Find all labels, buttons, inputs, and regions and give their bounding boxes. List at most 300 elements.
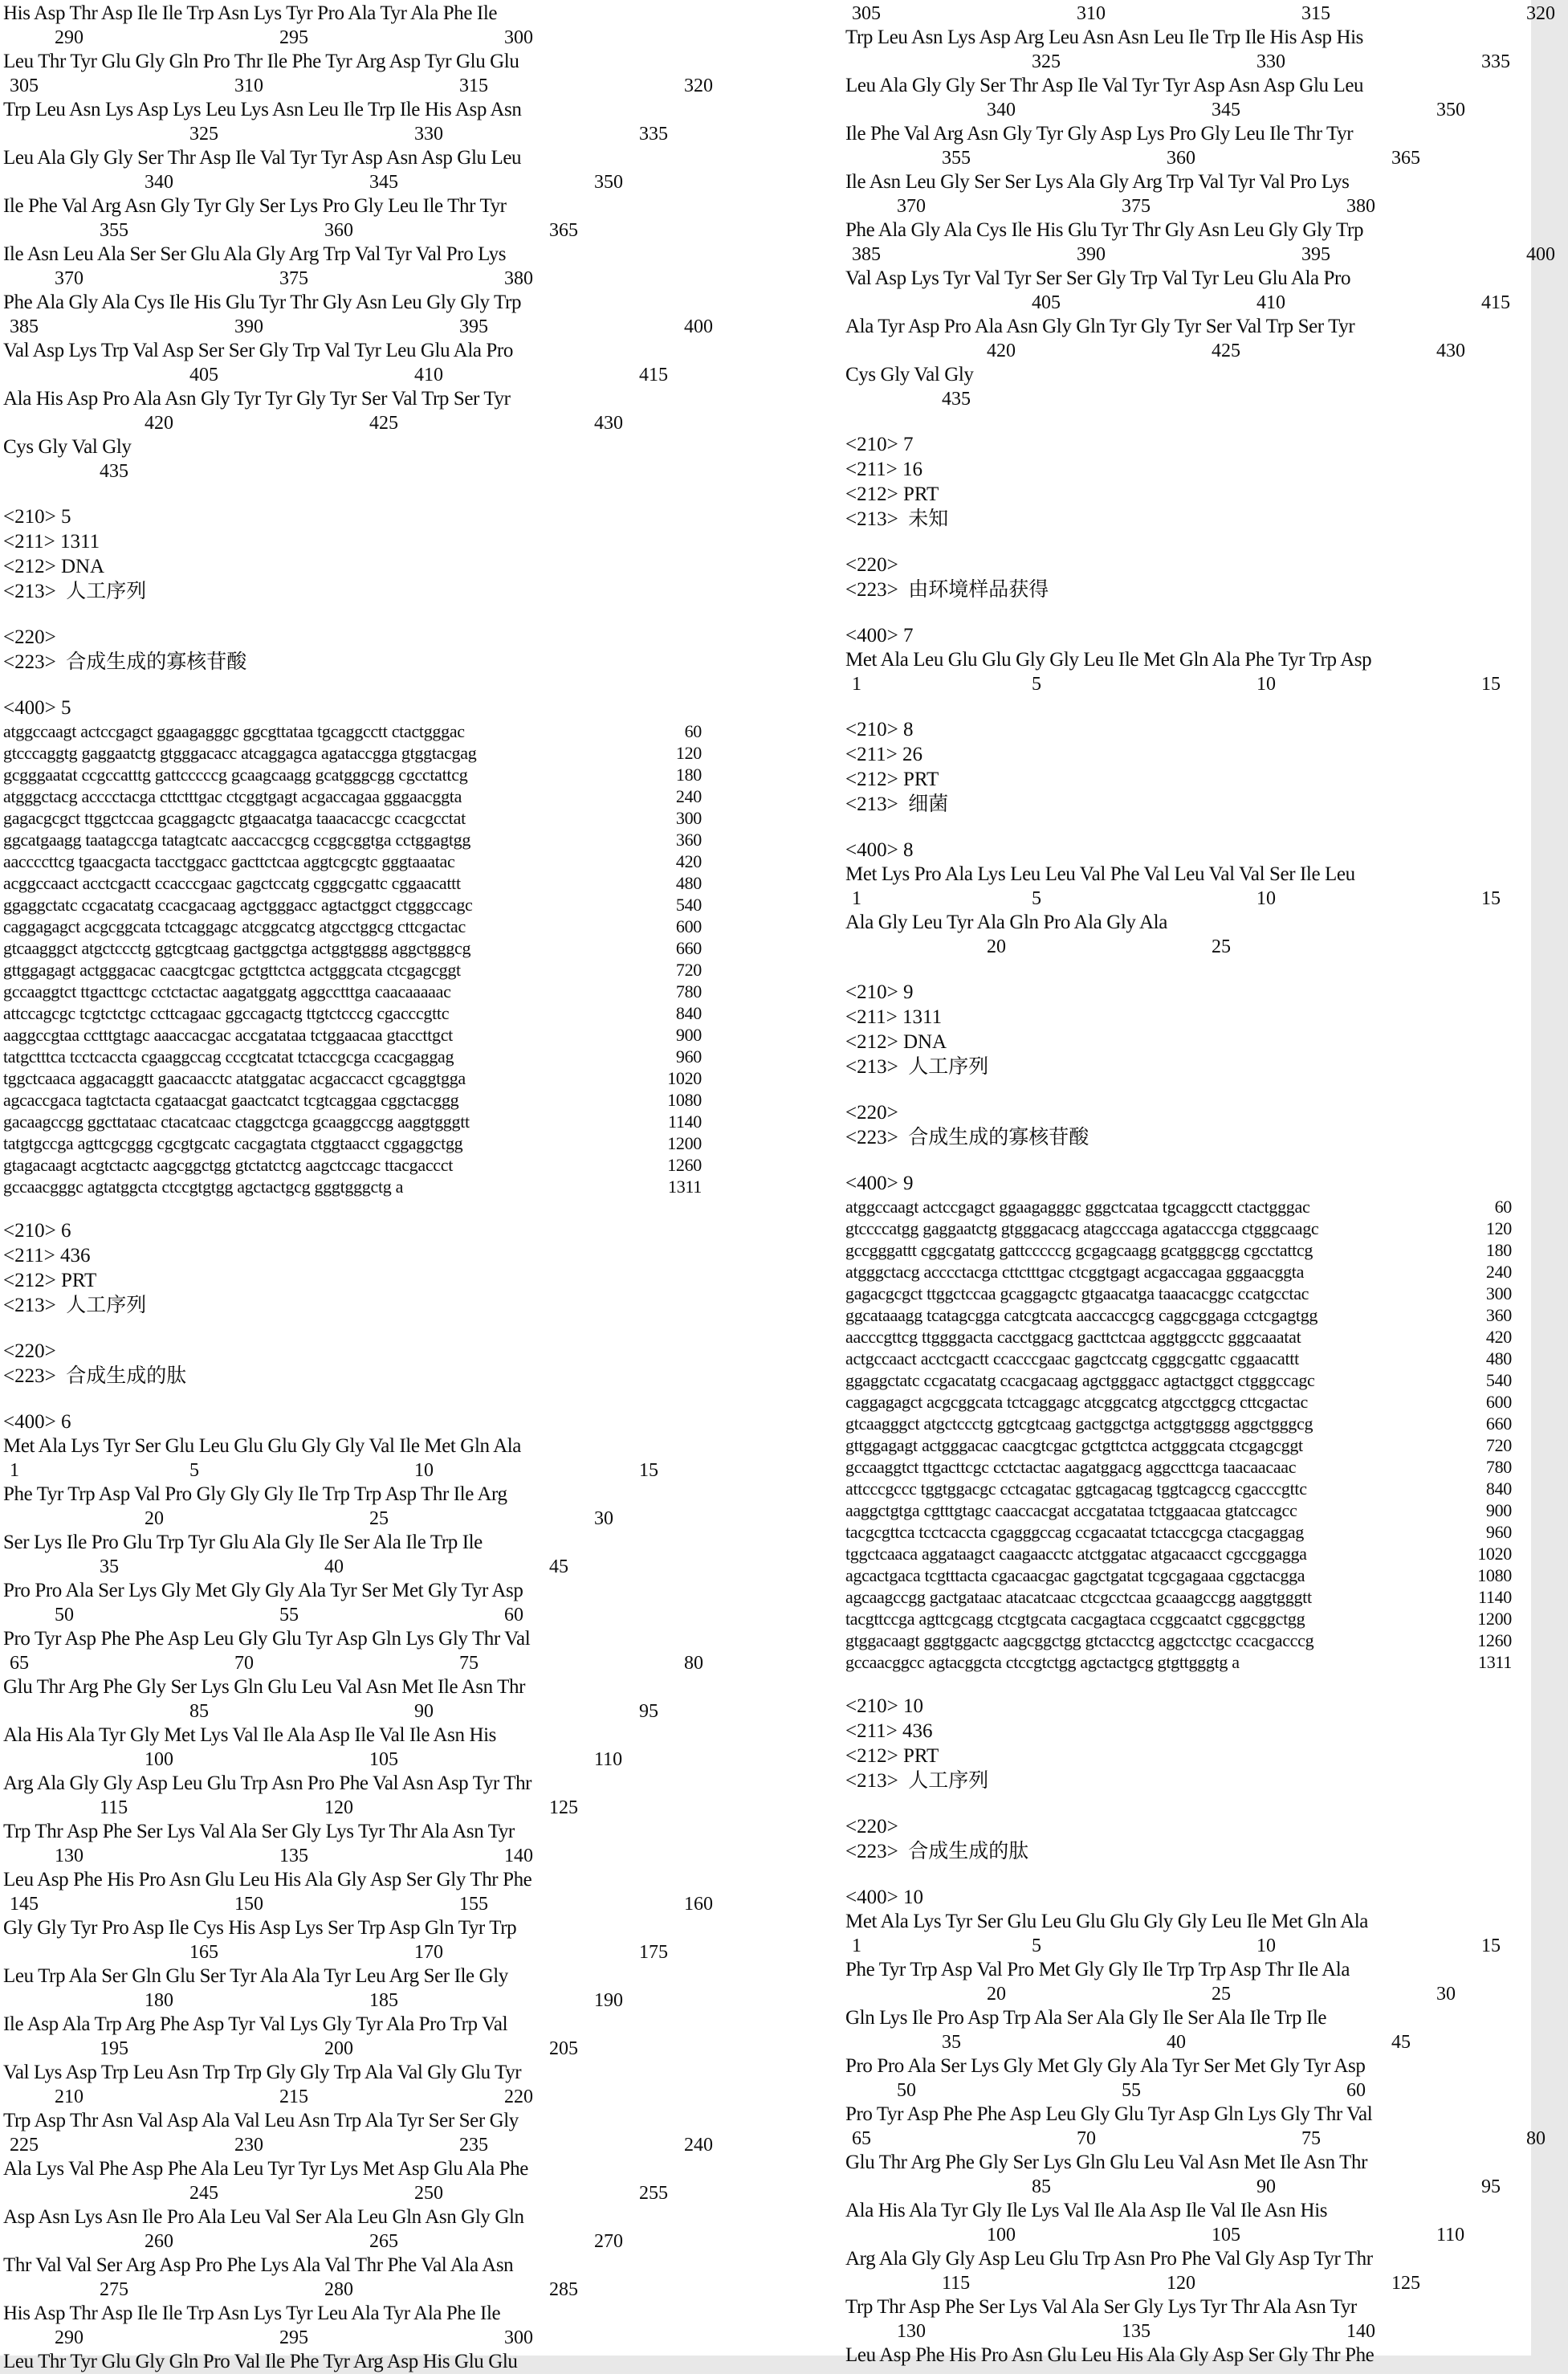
position-number: 200 — [324, 2038, 353, 2059]
numeric-identifier-row: <220> — [3, 1340, 56, 1362]
position-number-row — [3, 1989, 726, 2013]
residue-row: His Asp Thr Asp Ile Ile Trp Asn Lys Tyr Leu Ala Tyr Ala Phe Ile — [3, 2303, 501, 2324]
position-number-row — [3, 411, 726, 435]
numeric-identifier-row: <220> — [845, 554, 898, 576]
position-number: 345 — [1212, 100, 1240, 120]
position-number-row — [845, 1934, 1568, 1958]
numeric-identifier-row: <400> 5 — [3, 697, 71, 719]
position-number: 290 — [55, 27, 83, 48]
numeric-identifier-row: <223> 合成生成的肽 — [3, 1365, 187, 1387]
position-number: 165 — [189, 1942, 218, 1963]
position-number: 15 — [1481, 1936, 1501, 1956]
position-number: 10 — [1256, 888, 1276, 909]
residue-row: Leu Ala Gly Gly Ser Thr Asp Ile Val Tyr Tyr Asp Asn Asp Glu Leu — [3, 147, 522, 169]
nucleotide-row — [3, 937, 726, 959]
position-number-row — [845, 387, 1568, 411]
residue-row: Ala Lys Val Phe Asp Phe Ala Leu Tyr Tyr Lys Met Asp Glu Ala Phe — [3, 2158, 528, 2180]
nucleotide-text: gagacgcgct ttggctccaa gcaggagctc gtgaacatga taaacacggc ccatgcctac — [845, 1283, 1309, 1303]
numeric-identifier-row: <220> — [845, 1816, 898, 1838]
nucleotide-row — [845, 1478, 1568, 1499]
nucleotide-row — [3, 916, 726, 937]
blank-line — [845, 817, 1568, 838]
position-number: 370 — [55, 268, 83, 289]
nucleotide-row — [3, 981, 726, 1002]
position-number-row — [845, 98, 1568, 122]
nucleotide-row — [845, 1608, 1568, 1630]
residue-row: Cys Gly Val Gly — [3, 436, 132, 458]
residue-row: Trp Asp Thr Asn Val Asp Ala Val Leu Asn Trp Ala Tyr Ser Ser Gly — [3, 2110, 519, 2131]
position-number: 5 — [1032, 674, 1041, 695]
position-number-row — [3, 1603, 726, 1627]
position-number: 120 — [1167, 2273, 1195, 2294]
residue-row: Ser Lys Ile Pro Glu Trp Tyr Glu Ala Gly Ile Ser Ala Ile Trp Ile — [3, 1532, 483, 1553]
position-number: 120 — [324, 1797, 353, 1818]
position-number-row — [3, 2326, 726, 2350]
position-number: 340 — [145, 172, 173, 193]
blank-line — [845, 532, 1568, 553]
position-number: 385 — [852, 244, 881, 265]
numeric-identifier-row: <400> 9 — [845, 1173, 914, 1194]
position-number: 360 — [324, 220, 353, 241]
blank-line — [845, 1150, 1568, 1171]
base-count: 1020 — [1477, 1544, 1512, 1564]
residue-row: Leu Asp Phe His Pro Asn Glu Leu His Ala Gly Asp Ser Gly Thr Phe — [845, 2344, 1375, 2366]
residue-row: Pro Tyr Asp Phe Phe Asp Leu Gly Glu Tyr Asp Gln Lys Gly Thr Val — [3, 1628, 531, 1650]
numeric-identifier-row: <211> 436 — [845, 1720, 933, 1742]
numeric-identifier-row: <400> 6 — [3, 1411, 71, 1433]
position-number-row — [3, 1555, 726, 1579]
nucleotide-text: actgccaact acctcgactt ccacccgaac gagctccatg cgggcgattc cggaacattt — [845, 1348, 1299, 1369]
position-number: 10 — [414, 1460, 434, 1481]
position-number: 285 — [549, 2279, 578, 2300]
position-number: 255 — [639, 2183, 668, 2204]
position-number: 70 — [234, 1653, 254, 1674]
position-number: 355 — [942, 148, 971, 169]
residue-row: Gln Lys Ile Pro Asp Trp Ala Ser Ala Gly Ile Ser Ala Ile Trp Ile — [845, 2007, 1327, 2029]
residue-row: Trp Leu Asn Lys Asp Lys Leu Lys Asn Leu Ile Trp Ile His Asp Asn — [3, 99, 522, 120]
nucleotide-text: aaccccttcg tgaacgacta tacctggacc gacttctcaa aggtcgcgtc gggtaaatac — [3, 851, 455, 871]
base-count: 960 — [1485, 1522, 1512, 1542]
position-number: 225 — [10, 2135, 39, 2156]
position-number: 25 — [1212, 1984, 1231, 2005]
position-number-row — [3, 2085, 726, 2109]
numeric-identifier-row: <212> PRT — [845, 483, 939, 505]
nucleotide-row — [3, 1111, 726, 1132]
blank-line — [845, 959, 1568, 980]
position-number: 25 — [369, 1508, 389, 1529]
nucleotide-text: agcaagccgg gactgataac atacatcaac ctcgcctcaa gcaaagccgg aaggtgggtt — [845, 1587, 1312, 1607]
position-number: 65 — [10, 1653, 29, 1674]
position-number-row — [3, 1507, 726, 1531]
position-number: 355 — [100, 220, 128, 241]
residue-row: Leu Thr Tyr Glu Gly Gln Pro Val Ile Phe Tyr Arg Asp His Glu Glu — [3, 2351, 518, 2372]
residue-row: Phe Ala Gly Ala Cys Ile His Glu Tyr Thr Gly Asn Leu Gly Gly Trp — [845, 219, 1364, 241]
position-number: 5 — [1032, 888, 1041, 909]
position-number: 245 — [189, 2183, 218, 2204]
position-number: 270 — [594, 2231, 623, 2252]
residue-row: Trp Thr Asp Phe Ser Lys Val Ala Ser Gly Lys Tyr Thr Ala Asn Tyr — [3, 1821, 515, 1842]
position-number: 370 — [897, 196, 926, 217]
nucleotide-text: tatgctttca tcctcaccta cgaaggccag cccgtcatat tctaccgcga ccacgaggag — [3, 1046, 454, 1067]
position-number: 385 — [10, 316, 39, 337]
position-number: 305 — [10, 75, 39, 96]
position-number: 295 — [279, 2327, 308, 2348]
position-number: 100 — [145, 1749, 173, 1770]
numeric-identifier-row: <211> 1311 — [845, 1006, 943, 1028]
base-count: 840 — [675, 1003, 702, 1023]
nucleotide-text: gtagacaagt acgtctactc aagcggctgg gtctatctcg aagctccagc ttacgaccct — [3, 1155, 454, 1175]
numeric-identifier-row: <220> — [845, 1102, 898, 1124]
nucleotide-text: attcccgccc tggtggacgc cctcagatac ggtcagacag tggtcagccg cgacccgttc — [845, 1479, 1307, 1499]
position-number: 435 — [100, 461, 128, 482]
position-number: 415 — [639, 365, 668, 385]
position-number: 315 — [459, 75, 488, 96]
nucleotide-row — [845, 1651, 1568, 1673]
position-number: 360 — [1167, 148, 1195, 169]
position-number-row — [3, 267, 726, 291]
position-number-row — [845, 1982, 1568, 2006]
position-number: 400 — [684, 316, 713, 337]
nucleotide-text: tatgtgccga agttcgcggg cgcgtgcatc cacgagtata ctggtaacct cggaggctgg — [3, 1133, 463, 1153]
nucleotide-text: gtcaagggct atgctccctg ggtcgtcaag gactggctga actggtgggg aggctgggcg — [3, 938, 471, 958]
position-number-row — [845, 2319, 1568, 2343]
base-count: 360 — [1485, 1305, 1512, 1325]
position-number: 80 — [684, 1653, 703, 1674]
base-count: 1140 — [668, 1112, 702, 1132]
nucleotide-text: gacaagccgg ggcttataac ctacatcaac ctaggctcga gcaaggccgg aaggtgggtt — [3, 1112, 470, 1132]
base-count: 1080 — [1477, 1565, 1512, 1585]
nucleotide-row — [3, 1002, 726, 1024]
residue-row: Met Ala Lys Tyr Ser Glu Leu Glu Glu Gly Gly Val Ile Met Gln Ala — [3, 1435, 521, 1457]
nucleotide-row — [845, 1196, 1568, 1218]
nucleotide-row — [3, 829, 726, 850]
position-number: 150 — [234, 1894, 263, 1915]
position-number-row — [3, 122, 726, 146]
position-number: 45 — [1391, 2032, 1411, 2053]
nucleotide-text: ggcatgaagg taatagccga tatagtcatc aaccaccgcg ccggcggtga cctggagtgg — [3, 830, 471, 850]
position-number-row — [845, 887, 1568, 911]
position-number: 390 — [1077, 244, 1106, 265]
position-number: 330 — [1256, 51, 1285, 72]
position-number: 265 — [369, 2231, 398, 2252]
numeric-identifier-row: <223> 合成生成的寡核苷酸 — [3, 651, 247, 673]
blank-line — [3, 1318, 726, 1339]
residue-row: Phe Tyr Trp Asp Val Pro Met Gly Gly Ile Trp Trp Asp Thr Ile Ala — [845, 1959, 1350, 1980]
base-count: 1260 — [1477, 1630, 1512, 1650]
blank-line — [845, 1079, 1568, 1100]
position-number: 1 — [852, 674, 861, 695]
nucleotide-row — [845, 1521, 1568, 1543]
nucleotide-row — [3, 1154, 726, 1176]
position-number: 75 — [459, 1653, 479, 1674]
position-number: 425 — [1212, 341, 1240, 361]
nucleotide-text: agcaccgaca tagtctacta cgataacgat gaactcatct tcgtcaggaa cggctacggg — [3, 1090, 459, 1110]
numeric-identifier-row: <212> PRT — [845, 769, 939, 790]
nucleotide-text: gccaacggcc agtacggcta ctccgtctgg agctactgcg gtgttgggtg a — [845, 1652, 1240, 1672]
position-number: 395 — [459, 316, 488, 337]
residue-row: Ile Phe Val Arg Asn Gly Tyr Gly Ser Lys Pro Gly Leu Ile Thr Tyr — [3, 195, 507, 217]
residue-row: Val Asp Lys Trp Val Asp Ser Ser Gly Trp Val Tyr Leu Glu Ala Pro — [3, 340, 513, 361]
numeric-identifier-row: <220> — [3, 626, 56, 648]
residue-row: Ala His Ala Tyr Gly Ile Lys Val Ile Ala Asp Ile Val Ile Asn His — [845, 2200, 1328, 2221]
base-count: 780 — [675, 981, 702, 1001]
base-count: 900 — [1485, 1500, 1512, 1520]
base-count: 240 — [1485, 1262, 1512, 1282]
numeric-identifier-row: <212> DNA — [845, 1031, 947, 1053]
position-number: 10 — [1256, 1936, 1276, 1956]
sequence-column-right — [845, 2, 1568, 2368]
residue-row: Phe Ala Gly Ala Cys Ile His Glu Tyr Thr Gly Asn Leu Gly Gly Trp — [3, 292, 522, 313]
position-number: 5 — [1032, 1936, 1041, 1956]
residue-row: His Asp Thr Asp Ile Ile Trp Asn Lys Tyr Pro Ala Tyr Ala Phe Ile — [3, 2, 498, 24]
nucleotide-row — [845, 1630, 1568, 1651]
position-number: 105 — [369, 1749, 398, 1770]
residue-row: Val Asp Lys Tyr Val Tyr Ser Ser Gly Trp Val Tyr Leu Glu Ala Pro — [845, 267, 1351, 289]
position-number: 390 — [234, 316, 263, 337]
position-number-row — [845, 339, 1568, 363]
position-number: 50 — [55, 1605, 74, 1625]
numeric-identifier-row: <211> 16 — [845, 459, 923, 480]
residue-row: Leu Asp Phe His Pro Asn Glu Leu His Ala Gly Asp Ser Gly Thr Phe — [3, 1869, 532, 1891]
residue-row: Ala His Asp Pro Ala Asn Gly Tyr Tyr Gly Tyr Ser Val Trp Ser Tyr — [3, 388, 511, 410]
base-count: 660 — [1485, 1413, 1512, 1434]
nucleotide-row — [845, 1283, 1568, 1304]
nucleotide-row — [845, 1413, 1568, 1434]
numeric-identifier-row: <210> 6 — [3, 1220, 71, 1242]
numeric-identifier-row: <223> 合成生成的寡核苷酸 — [845, 1127, 1089, 1148]
nucleotide-row — [3, 742, 726, 764]
nucleotide-row — [845, 1499, 1568, 1521]
position-number: 20 — [987, 936, 1006, 957]
position-number: 175 — [639, 1942, 668, 1963]
position-number-row — [3, 2278, 726, 2302]
position-number: 85 — [1032, 2176, 1051, 2197]
nucleotide-text: agcactgaca tcgtttacta cgacaacgac gagctgatat tcgcgagaaa cggctacgga — [845, 1565, 1305, 1585]
position-number: 180 — [145, 1990, 173, 2011]
nucleotide-row — [3, 1024, 726, 1046]
position-number-row — [3, 315, 726, 339]
base-count: 780 — [1485, 1457, 1512, 1477]
position-number: 425 — [369, 413, 398, 434]
position-number: 105 — [1212, 2225, 1240, 2246]
numeric-identifier-row: <213> 人工序列 — [3, 581, 147, 602]
position-number: 115 — [100, 1797, 128, 1818]
position-number: 45 — [549, 1556, 568, 1577]
nucleotide-text: attccagcgc tcgtctctgc ccttcagaac ggccagactg ttgtctcccg cgacccgttc — [3, 1003, 450, 1023]
blank-line — [845, 696, 1568, 717]
base-count: 1311 — [1478, 1652, 1512, 1672]
nucleotide-text: tggctcaaca aggataagct caagaacctc atctggatac atgacaacct cgccggagga — [845, 1544, 1307, 1564]
position-number: 30 — [1436, 1984, 1456, 2005]
numeric-identifier-row: <210> 5 — [3, 506, 71, 528]
residue-row: Arg Ala Gly Gly Asp Leu Glu Trp Asn Pro Phe Val Asn Asp Tyr Thr — [3, 1772, 532, 1794]
nucleotide-text: ggcataaagg tcatagcgga catcgtcata aaccaccgcg caggcggaga cctcgagtgg — [845, 1305, 1318, 1325]
residue-row: Met Ala Leu Glu Glu Gly Gly Leu Ile Met Gln Ala Phe Tyr Trp Asp — [845, 649, 1372, 671]
nucleotide-text: gtggacaagt gggtggactc aagcggctgg gtctacctcg aggctcctgc ccacgacccg — [845, 1630, 1314, 1650]
position-number: 310 — [1077, 3, 1106, 24]
position-number: 20 — [987, 1984, 1006, 2005]
nucleotide-text: gttggagagt actgggacac caacgtcgac gctgttctca actgggcata ctcgagcggt — [845, 1435, 1303, 1455]
residue-row: Cys Gly Val Gly — [845, 364, 974, 385]
position-number-row — [3, 170, 726, 194]
position-number: 305 — [852, 3, 881, 24]
position-number-row — [3, 218, 726, 243]
blank-line — [3, 675, 726, 695]
position-number: 10 — [1256, 674, 1276, 695]
nucleotide-text: atgggctacg acccctacga cttctttgac ctcggtgagt acgaccagaa gggaacggta — [845, 1262, 1305, 1282]
position-number: 110 — [1436, 2225, 1465, 2246]
position-number: 70 — [1077, 2128, 1096, 2149]
nucleotide-row — [3, 1089, 726, 1111]
nucleotide-text: tggctcaaca aggacaggtt gaacaacctc atatggatac acgaccacct cgcaggtgga — [3, 1068, 466, 1088]
residue-row: Glu Thr Arg Phe Gly Ser Lys Gln Glu Leu Val Asn Met Ile Asn Thr — [845, 2152, 1368, 2173]
residue-row: Ala His Ala Tyr Gly Met Lys Val Ile Ala Asp Ile Val Ile Asn His — [3, 1724, 496, 1746]
nucleotide-row — [3, 764, 726, 785]
numeric-identifier-row: <223> 由环境样品获得 — [845, 579, 1049, 601]
numeric-identifier-row: <211> 1311 — [3, 531, 100, 553]
position-number-row — [3, 1892, 726, 1916]
position-number: 130 — [55, 1846, 83, 1866]
residue-row: Ile Asn Leu Gly Ser Ser Lys Ala Gly Arg Trp Val Tyr Val Pro Lys — [845, 171, 1350, 193]
position-number: 220 — [504, 2086, 533, 2107]
residue-row: Ala Gly Leu Tyr Ala Gln Pro Ala Gly Ala — [845, 912, 1167, 933]
base-count: 660 — [675, 938, 702, 958]
residue-row: Arg Ala Gly Gly Asp Leu Glu Trp Asn Pro Phe Val Gly Asp Tyr Thr — [845, 2248, 1373, 2270]
blank-line — [3, 604, 726, 625]
position-number: 310 — [234, 75, 263, 96]
blank-line — [845, 1673, 1568, 1694]
position-number-row — [3, 2229, 726, 2254]
blank-line — [845, 1864, 1568, 1885]
nucleotide-text: gcgggaatat ccgccatttg gattcccccg gcaagcaagg gcatgggcgg cgcctattcg — [3, 765, 468, 785]
position-number: 95 — [1481, 2176, 1501, 2197]
position-number: 290 — [55, 2327, 83, 2348]
position-number: 195 — [100, 2038, 128, 2059]
base-count: 120 — [675, 743, 702, 763]
position-number-row — [845, 2030, 1568, 2054]
position-number: 315 — [1301, 3, 1330, 24]
position-number: 340 — [987, 100, 1016, 120]
numeric-identifier-row: <400> 10 — [845, 1887, 923, 1908]
position-number: 210 — [55, 2086, 83, 2107]
numeric-identifier-row: <211> 26 — [845, 744, 923, 765]
position-number: 280 — [324, 2279, 353, 2300]
residue-row: Glu Thr Arg Phe Gly Ser Lys Gln Glu Leu Val Asn Met Ile Asn Thr — [3, 1676, 526, 1698]
position-number-row — [845, 146, 1568, 170]
position-number: 300 — [504, 27, 533, 48]
blank-line — [845, 602, 1568, 623]
position-number: 405 — [189, 365, 218, 385]
position-number: 170 — [414, 1942, 443, 1963]
numeric-identifier-row: <210> 9 — [845, 981, 914, 1003]
position-number: 405 — [1032, 292, 1061, 313]
position-number-row — [3, 26, 726, 50]
nucleotide-text: gccgggattt cggcgatatg gattcccccg gcgagcaagg gcatgggcgg cgcctattcg — [845, 1240, 1313, 1260]
base-count: 180 — [675, 765, 702, 785]
residue-row: Met Ala Lys Tyr Ser Glu Leu Glu Glu Gly Gly Leu Ile Met Gln Ala — [845, 1911, 1368, 1932]
position-number-row — [3, 1458, 726, 1483]
nucleotide-text: caggagagct acgcggcata tctcaggagc atcggcatcg atgcctggcg cttcgactac — [845, 1392, 1308, 1412]
position-number-row — [3, 1844, 726, 1868]
position-number-row — [3, 2037, 726, 2061]
position-number: 95 — [639, 1701, 658, 1722]
residue-row: Pro Pro Ala Ser Lys Gly Met Gly Gly Ala Tyr Ser Met Gly Tyr Asp — [3, 1580, 523, 1601]
nucleotide-row — [845, 1218, 1568, 1239]
residue-row: Leu Trp Ala Ser Gln Glu Ser Tyr Ala Ala Tyr Leu Arg Ser Ile Gly — [3, 1965, 508, 1987]
position-number: 5 — [189, 1460, 199, 1481]
numeric-identifier-row: <212> DNA — [3, 556, 105, 577]
base-count: 120 — [1485, 1218, 1512, 1238]
residue-row: Ile Phe Val Arg Asn Gly Tyr Gly Asp Lys Pro Gly Leu Ile Thr Tyr — [845, 123, 1354, 145]
position-number: 15 — [639, 1460, 658, 1481]
position-number: 110 — [594, 1749, 623, 1770]
position-number-row — [845, 935, 1568, 959]
base-count: 300 — [1485, 1283, 1512, 1303]
base-count: 1200 — [667, 1133, 702, 1153]
position-number: 90 — [414, 1701, 434, 1722]
residue-row: Pro Tyr Asp Phe Phe Asp Leu Gly Glu Tyr Asp Gln Lys Gly Thr Val — [845, 2103, 1373, 2125]
residue-row: Pro Pro Ala Ser Lys Gly Met Gly Gly Ala Tyr Ser Met Gly Tyr Asp — [845, 2055, 1366, 2077]
position-number: 135 — [1122, 2321, 1151, 2342]
position-number: 1 — [10, 1460, 19, 1481]
position-number: 190 — [594, 1990, 623, 2011]
residue-row: Leu Ala Gly Gly Ser Thr Asp Ile Val Tyr Tyr Asp Asn Asp Glu Leu — [845, 75, 1364, 96]
base-count: 900 — [675, 1025, 702, 1045]
position-number: 420 — [145, 413, 173, 434]
base-count: 1260 — [667, 1155, 702, 1175]
nucleotide-text: gtcaagggct atgctccctg ggtcgtcaag gactggctga actggtgggg aggctgggcg — [845, 1413, 1313, 1434]
base-count: 1020 — [667, 1068, 702, 1088]
nucleotide-text: gttggagagt actgggacac caacgtcgac gctgttctca actgggcata ctcgagcggt — [3, 960, 461, 980]
position-number: 320 — [684, 75, 713, 96]
position-number-row — [3, 74, 726, 98]
position-number: 125 — [549, 1797, 578, 1818]
position-number: 35 — [100, 1556, 119, 1577]
position-number: 160 — [684, 1894, 713, 1915]
residue-row: Thr Val Val Ser Arg Asp Pro Phe Lys Ala Val Thr Phe Val Ala Asn — [3, 2254, 514, 2276]
position-number: 20 — [145, 1508, 164, 1529]
position-number: 205 — [549, 2038, 578, 2059]
base-count: 240 — [675, 786, 702, 806]
nucleotide-row — [845, 1369, 1568, 1391]
position-number: 380 — [1346, 196, 1375, 217]
nucleotide-text: gagacgcgct ttggctccaa gcaggagctc gtgaacatga taaacaccgc ccacgcctat — [3, 808, 466, 828]
position-number: 140 — [504, 1846, 533, 1866]
position-number: 350 — [1436, 100, 1465, 120]
position-number: 85 — [189, 1701, 209, 1722]
base-count: 840 — [1485, 1479, 1512, 1499]
position-number: 325 — [1032, 51, 1061, 72]
nucleotide-text: gccaacgggc agtatggcta ctccgtgtgg agctactgcg gggtgggctg a — [3, 1177, 404, 1197]
nucleotide-row — [3, 785, 726, 807]
position-number: 300 — [504, 2327, 533, 2348]
base-count: 540 — [1485, 1370, 1512, 1390]
nucleotide-text: tacgttccga agttcgcagg ctcgtgcata cacgagtaca ccggcaatct cggcggctgg — [845, 1609, 1305, 1629]
numeric-identifier-row: <213> 人工序列 — [845, 1770, 989, 1792]
position-number: 145 — [10, 1894, 39, 1915]
nucleotide-text: gtcccaggtg gaggaatctg gtgggacacc atcaggagca agataccgga gtggtacgag — [3, 743, 477, 763]
position-number: 240 — [684, 2135, 713, 2156]
position-number-row — [3, 459, 726, 483]
nucleotide-row — [845, 1261, 1568, 1283]
numeric-identifier-row: <213> 未知 — [845, 508, 949, 530]
position-number-row — [3, 1748, 726, 1772]
nucleotide-row — [845, 1348, 1568, 1369]
residue-row: Leu Thr Tyr Glu Gly Gln Pro Thr Ile Phe Tyr Arg Asp Tyr Glu Glu — [3, 51, 519, 72]
position-number: 40 — [1167, 2032, 1186, 2053]
position-number: 55 — [279, 1605, 299, 1625]
position-number: 130 — [897, 2321, 926, 2342]
